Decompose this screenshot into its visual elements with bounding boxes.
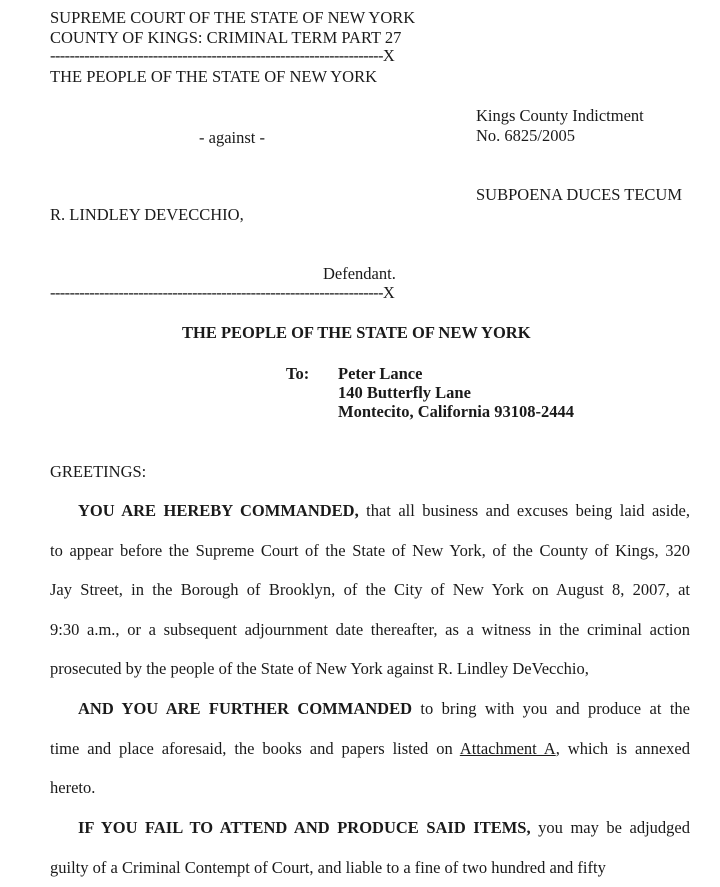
caption-divider-bottom: --------------------------------------------------------------------X xyxy=(50,283,395,302)
court-name: SUPREME COURT OF THE STATE OF NEW YORK xyxy=(50,8,416,27)
attachment-a-reference: Attachment A xyxy=(459,739,556,758)
para1-line1 xyxy=(78,501,690,521)
para3-bold: IF YOU FAIL TO ATTEND AND PRODUCE SAID ITEMS, xyxy=(78,818,531,837)
indictment-label: Kings County Indictment xyxy=(476,106,644,125)
to-label: To: xyxy=(286,364,310,383)
para1-line1-rest: that all business and excuses being laid aside, xyxy=(358,501,691,520)
para2-line1 xyxy=(78,699,690,719)
document-type: SUBPOENA DUCES TECUM xyxy=(476,185,682,204)
para2-line2-post: , which is annexed xyxy=(555,739,690,758)
para2-bold: AND YOU ARE FURTHER COMMANDED xyxy=(78,699,412,718)
para3-line1 xyxy=(78,818,690,838)
document-heading: THE PEOPLE OF THE STATE OF NEW YORK xyxy=(182,323,531,342)
para1-line4: 9:30 a.m., or a subsequent adjournment date thereafter, as a witness in the criminal action xyxy=(50,620,690,639)
para1-line2: to appear before the Supreme Court of the State of New York, of the County of Kings, 320 xyxy=(50,541,690,560)
recipient-name: Peter Lance xyxy=(338,364,423,383)
para2-line2 xyxy=(50,739,690,759)
para1-line5: prosecuted by the people of the State of New York against R. Lindley DeVecchio, xyxy=(50,659,589,678)
recipient-address-line1: 140 Butterfly Lane xyxy=(338,383,471,402)
recipient-address-line2: Montecito, California 93108-2444 xyxy=(338,402,575,421)
caption-divider-top: --------------------------------------------------------------------X xyxy=(50,46,395,65)
para1-line3: Jay Street, in the Borough of Brooklyn, of the City of New York on August 8, 2007, at xyxy=(50,580,690,599)
para3-line1-rest: you may be adjudged xyxy=(530,818,690,837)
para2-line3: hereto. xyxy=(50,778,96,797)
plaintiff-name: THE PEOPLE OF THE STATE OF NEW YORK xyxy=(50,67,378,86)
greeting: GREETINGS: xyxy=(50,462,147,481)
indictment-number: No. 6825/2005 xyxy=(476,126,575,145)
para3-line2: guilty of a Criminal Contempt of Court, and liable to a fine of two hundred and fifty xyxy=(50,858,606,877)
defendant-name: R. LINDLEY DEVECCHIO, xyxy=(50,205,244,224)
para2-line2-pre: time and place aforesaid, the books and papers listed on xyxy=(50,739,460,758)
court-county-part: COUNTY OF KINGS: CRIMINAL TERM PART 27 xyxy=(50,28,402,47)
para2-line1-rest: to bring with you and produce at the xyxy=(412,699,690,718)
para1-bold: YOU ARE HEREBY COMMANDED, xyxy=(78,501,359,520)
defendant-label: Defendant. xyxy=(323,264,396,283)
against-label: - against - xyxy=(199,128,265,147)
